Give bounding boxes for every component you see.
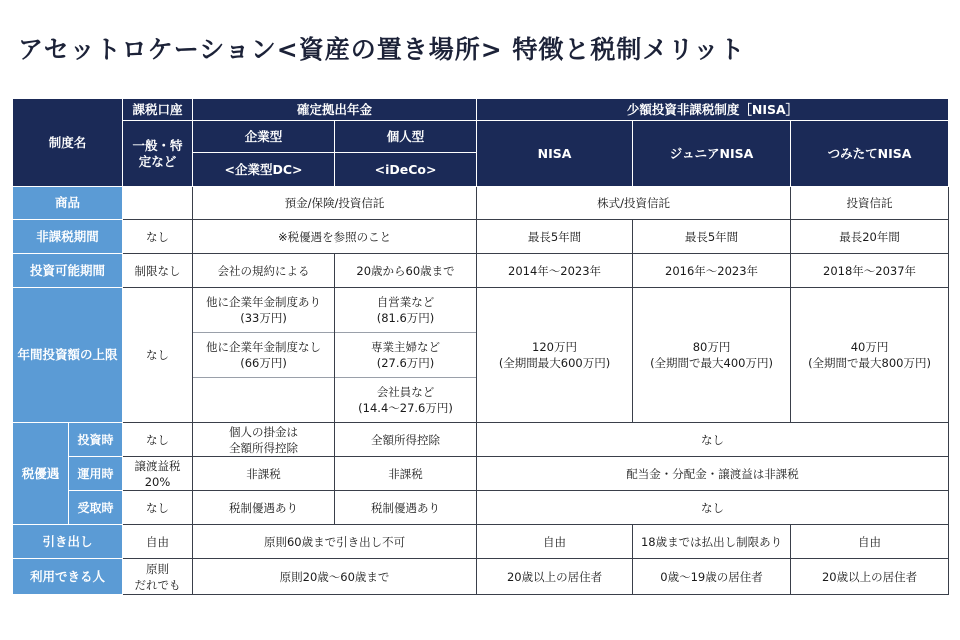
row-label-hikazei: 非課税期間 bbox=[13, 220, 123, 254]
hikidashi-junior: 18歳までは払出し制限あり bbox=[633, 525, 791, 559]
nenkan-nisa-amount: 120万円 bbox=[532, 340, 577, 354]
nenkan-kazei: なし bbox=[123, 288, 193, 423]
nenkan-kojin-3-amount: (14.4〜27.6万円) bbox=[358, 401, 453, 415]
nenkan-kojin-1-amount: (81.6万円) bbox=[376, 311, 435, 325]
hikidashi-kazei: 自由 bbox=[123, 525, 193, 559]
nenkan-nisa bbox=[477, 288, 633, 423]
header-nisa: NISA bbox=[477, 121, 633, 187]
row-label-toushiji: 投資時 bbox=[69, 423, 123, 457]
nenkan-nisa-total: (全期間最大600万円) bbox=[498, 356, 611, 370]
toushi-kikan-nisa: 2014年〜2023年 bbox=[477, 254, 633, 288]
shohin-dc: 預金/保険/投資信託 bbox=[193, 187, 477, 220]
toushi-kikan-kigyo: 会社の規約による bbox=[193, 254, 335, 288]
header-ippan bbox=[123, 121, 193, 187]
toushiji-kazei: なし bbox=[123, 423, 193, 457]
nenkan-kigyo-1 bbox=[193, 288, 335, 333]
nenkan-kojin-2-amount: (27.6万円) bbox=[376, 356, 435, 370]
header-kazei: 課税口座 bbox=[123, 99, 193, 121]
nenkan-kojin-1 bbox=[335, 288, 477, 333]
riyou-nisa: 20歳以上の居住者 bbox=[477, 559, 633, 595]
row-label-hikidashi: 引き出し bbox=[13, 525, 123, 559]
nenkan-kojin-1-label: 自営業など bbox=[376, 295, 435, 309]
header-ippan-text: 一般・特定など bbox=[132, 137, 183, 169]
nenkan-tsumitate-amount: 40万円 bbox=[850, 340, 889, 354]
hikazei-tsumitate: 最長20年間 bbox=[791, 220, 949, 254]
unyoji-kojin: 非課税 bbox=[335, 457, 477, 491]
header-kakutei: 確定拠出年金 bbox=[193, 99, 477, 121]
nenkan-junior bbox=[633, 288, 791, 423]
nenkan-tsumitate bbox=[791, 288, 949, 423]
hikidashi-dc: 原則60歳まで引き出し不可 bbox=[193, 525, 477, 559]
nenkan-kigyo-2 bbox=[193, 333, 335, 378]
header-kojin: 個人型 bbox=[335, 121, 477, 153]
shohin-tsumitate: 投資信託 bbox=[791, 187, 949, 220]
riyou-tsumitate: 20歳以上の居住者 bbox=[791, 559, 949, 595]
toushiji-kigyo-line1: 個人の掛金は bbox=[229, 424, 299, 439]
nenkan-kigyo-3 bbox=[193, 378, 335, 423]
header-tsumitate: つみたてNISA bbox=[791, 121, 949, 187]
hikidashi-tsumitate: 自由 bbox=[791, 525, 949, 559]
row-label-riyou: 利用できる人 bbox=[13, 559, 123, 595]
row-label-unyoji: 運用時 bbox=[69, 457, 123, 491]
nenkan-kojin-3 bbox=[335, 378, 477, 423]
nenkan-kojin-2-label: 専業主婦など bbox=[371, 340, 441, 354]
toushi-kikan-kazei: 制限なし bbox=[123, 254, 193, 288]
nenkan-kojin-2 bbox=[335, 333, 477, 378]
header-nisa-group: 少額投資非課税制度［NISA］ bbox=[477, 99, 949, 121]
row-label-shohin: 商品 bbox=[13, 187, 123, 220]
shohin-kazei bbox=[123, 187, 193, 220]
row-label-nenkan: 年間投資額の上限 bbox=[13, 288, 123, 423]
nenkan-kigyo-2-amount: (66万円) bbox=[240, 356, 287, 370]
riyou-kazei-line2: だれでも bbox=[134, 577, 181, 592]
header-kigyo-sub: <企業型DC> bbox=[193, 153, 335, 187]
toushi-kikan-kojin: 20歳から60歳まで bbox=[335, 254, 477, 288]
hikazei-dc: ※税優遇を参照のこと bbox=[193, 220, 477, 254]
unyoji-kazei-line1: 譲渡益税 bbox=[134, 458, 181, 473]
unyoji-kazei bbox=[123, 457, 193, 491]
toushiji-nisa: なし bbox=[477, 423, 949, 457]
toushiji-kigyo-line2: 全額所得控除 bbox=[229, 440, 299, 455]
nenkan-kigyo-1-amount: (33万円) bbox=[240, 311, 287, 325]
nenkan-kigyo-1-label: 他に企業年金制度あり bbox=[206, 295, 322, 309]
toushi-kikan-junior: 2016年〜2023年 bbox=[633, 254, 791, 288]
nenkan-junior-total: (全期間で最大400万円) bbox=[650, 356, 773, 370]
riyou-dc: 原則20歳〜60歳まで bbox=[193, 559, 477, 595]
row-label-zeiyugu: 税優遇 bbox=[13, 423, 69, 525]
hikazei-nisa: 最長5年間 bbox=[477, 220, 633, 254]
unyoji-kazei-line2: 20% bbox=[144, 474, 171, 489]
uketoriji-nisa: なし bbox=[477, 491, 949, 525]
nenkan-tsumitate-total: (全期間で最大800万円) bbox=[808, 356, 931, 370]
nenkan-kojin-3-label: 会社員など bbox=[376, 385, 435, 399]
hikidashi-nisa: 自由 bbox=[477, 525, 633, 559]
comparison-table bbox=[12, 98, 949, 595]
header-kojin-sub: <iDeCo> bbox=[335, 153, 477, 187]
unyoji-nisa: 配当金・分配金・譲渡益は非課税 bbox=[477, 457, 949, 491]
riyou-kazei bbox=[123, 559, 193, 595]
header-seido: 制度名 bbox=[13, 99, 123, 187]
toushiji-kojin: 全額所得控除 bbox=[335, 423, 477, 457]
nenkan-junior-amount: 80万円 bbox=[692, 340, 731, 354]
uketoriji-kazei: なし bbox=[123, 491, 193, 525]
riyou-kazei-line1: 原則 bbox=[146, 561, 170, 576]
row-label-toushi-kikan: 投資可能期間 bbox=[13, 254, 123, 288]
uketoriji-kigyo: 税制優遇あり bbox=[193, 491, 335, 525]
header-kigyo: 企業型 bbox=[193, 121, 335, 153]
hikazei-kazei: なし bbox=[123, 220, 193, 254]
page-title: アセットロケーション<資産の置き場所> 特徴と税制メリット bbox=[18, 35, 746, 64]
row-label-uketoriji: 受取時 bbox=[69, 491, 123, 525]
unyoji-kigyo: 非課税 bbox=[193, 457, 335, 491]
uketoriji-kojin: 税制優遇あり bbox=[335, 491, 477, 525]
riyou-junior: 0歳〜19歳の居住者 bbox=[633, 559, 791, 595]
hikazei-junior: 最長5年間 bbox=[633, 220, 791, 254]
shohin-nisa: 株式/投資信託 bbox=[477, 187, 791, 220]
toushiji-kigyo bbox=[193, 423, 335, 457]
toushi-kikan-tsumitate: 2018年〜2037年 bbox=[791, 254, 949, 288]
header-junior: ジュニアNISA bbox=[633, 121, 791, 187]
nenkan-kigyo-2-label: 他に企業年金制度なし bbox=[206, 340, 322, 354]
